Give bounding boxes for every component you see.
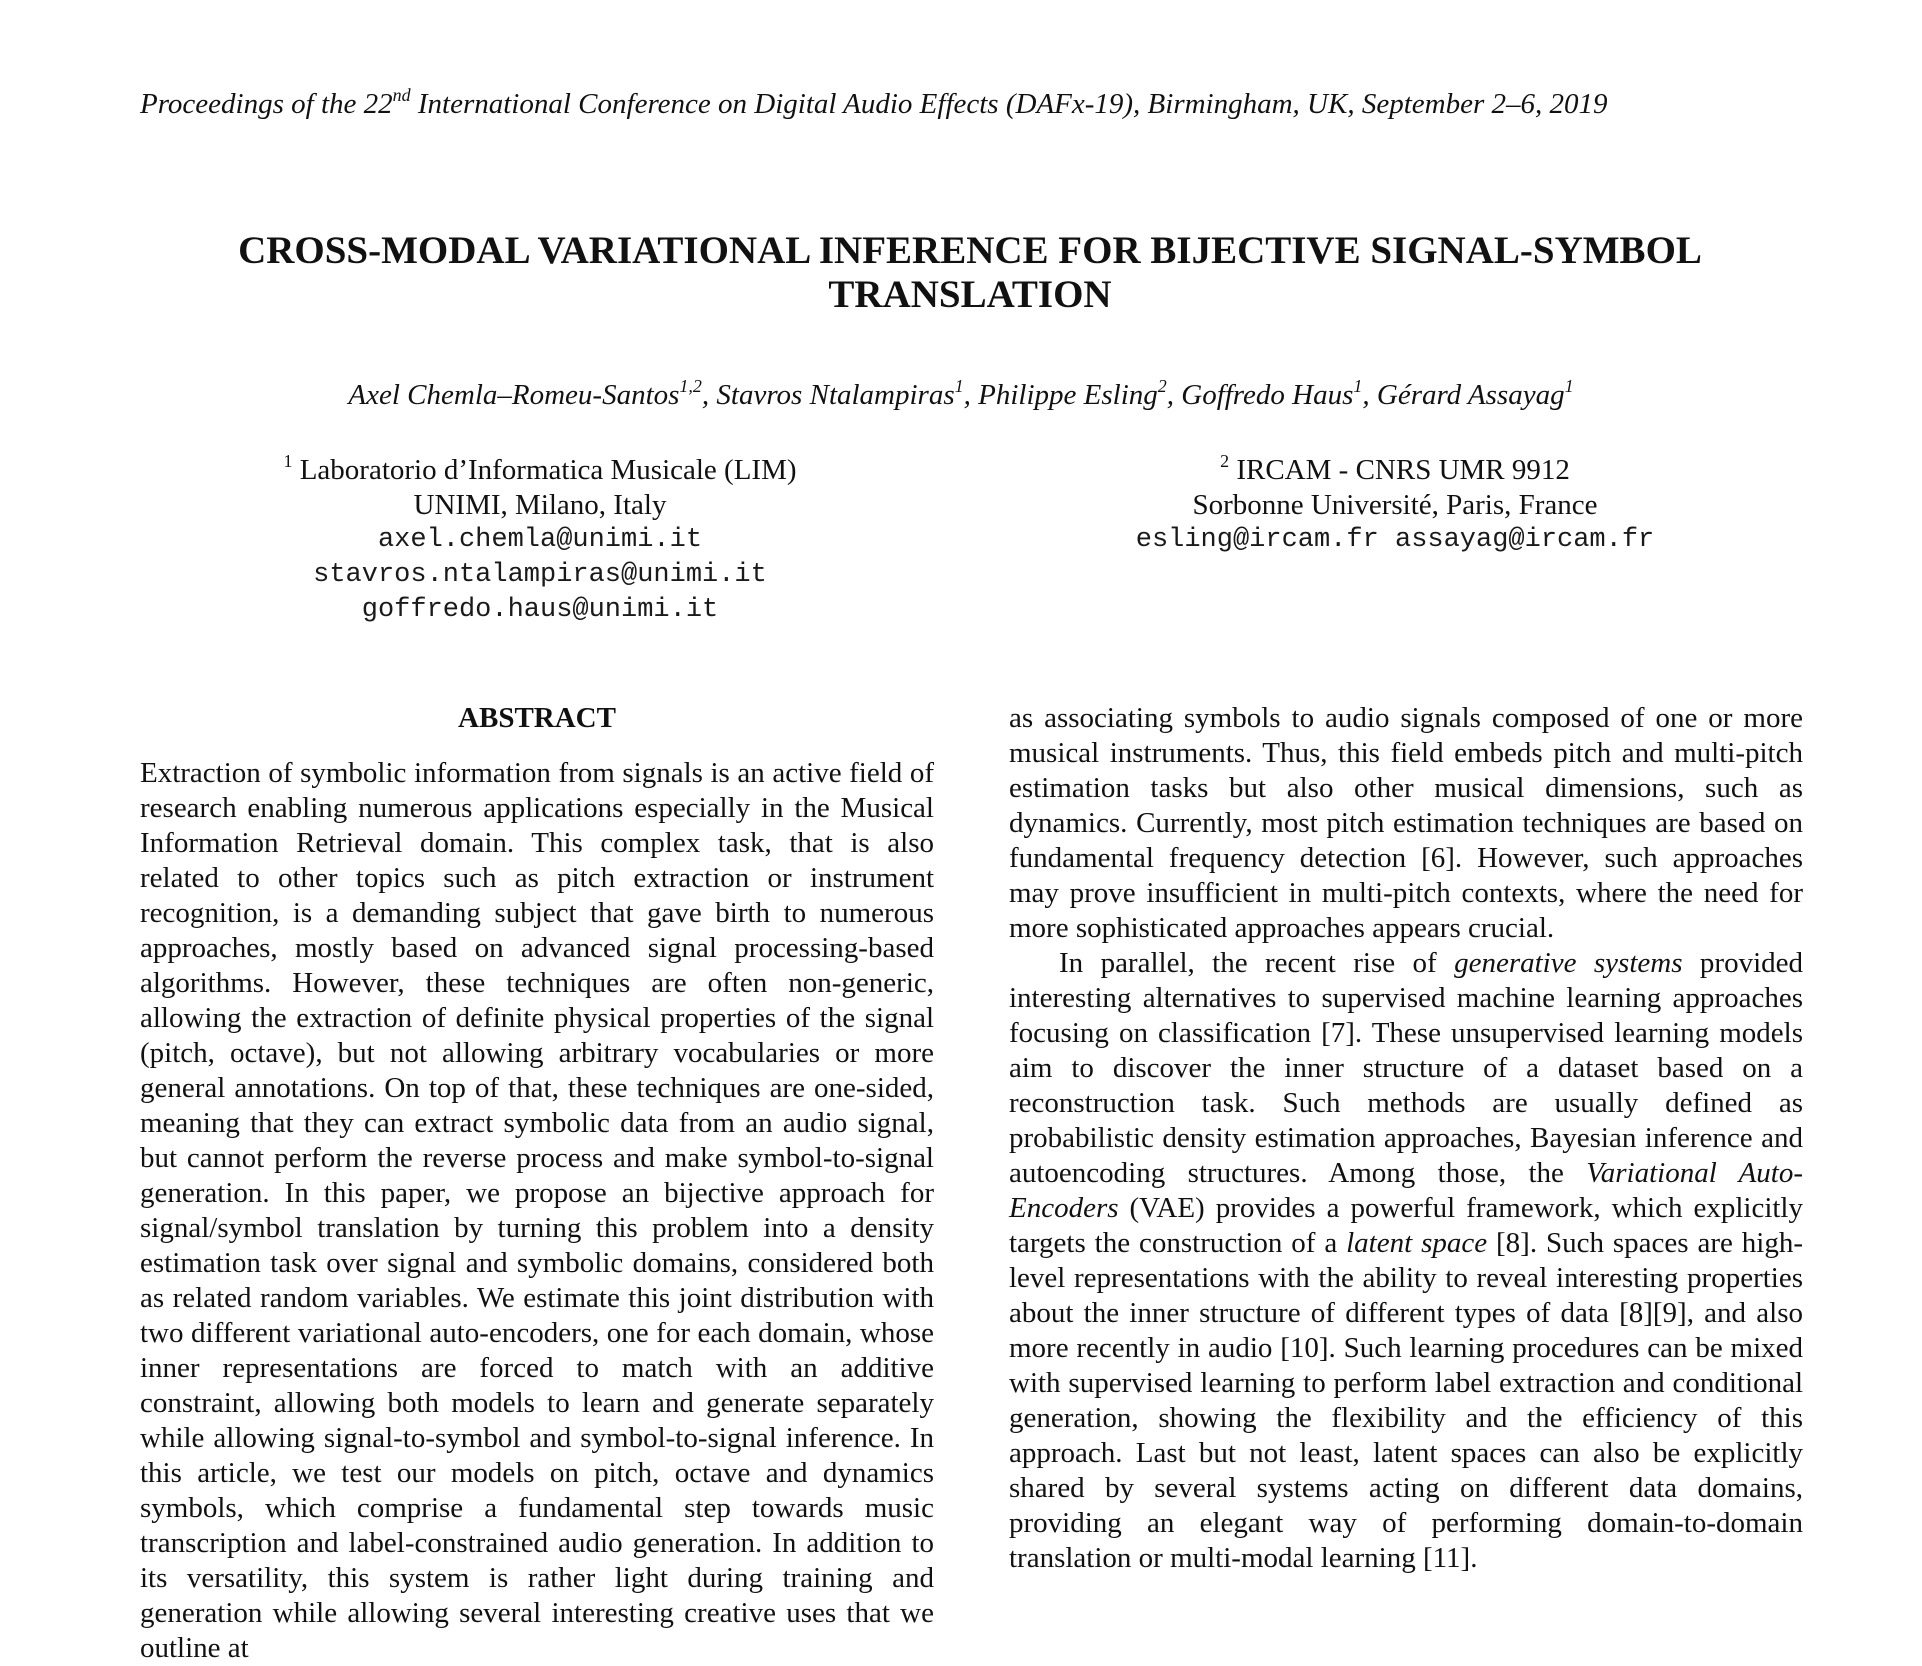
email-link[interactable]: stavros.ntalampiras@unimi.it <box>313 560 767 590</box>
left-column <box>140 701 934 1664</box>
affiliation-1 <box>240 453 840 628</box>
title-line-2: TRANSLATION <box>828 273 1112 316</box>
affiliation-place: UNIMI, Milano, Italy <box>413 489 667 521</box>
affiliation-name: $^1$ Laboratorio d’Informatica Musicale (LIM) <box>283 451 797 486</box>
affiliation-name: $^2$ IRCAM - CNRS UMR 9912 <box>1220 451 1570 486</box>
affiliation-number: 2 <box>1220 451 1230 471</box>
paper-title <box>160 229 1780 317</box>
author-name: Axel Chemla–Romeu-Santos <box>348 379 680 411</box>
affiliation-2 <box>1085 453 1705 558</box>
emphasis-term: latent space <box>1346 1227 1488 1259</box>
author-list <box>0 377 1922 413</box>
author-affil-mark: 1 <box>1564 376 1574 396</box>
body-paragraph: as associating symbols to audio signals composed of one or more musical instruments. Thus, this field embeds pitch and multi-pitch estimation tasks but also other musical dimensions, such as dynamics. Currently, most pitch estimation techniques are based on fundamental frequency detection [6]. However, such approaches may prove insufficient in multi-pitch contexts, where the need for more sophisticated approaches appears crucial. <box>1009 702 1803 944</box>
email-link[interactable]: axel.chemla@unimi.it <box>377 525 703 555</box>
running-header <box>140 86 1800 122</box>
author-affil-mark: 2 <box>1157 376 1167 396</box>
author-affil-mark: 1 <box>954 376 964 396</box>
emphasis-term: generative systems <box>1454 947 1683 979</box>
affiliation-place: Sorbonne Université, Paris, France <box>1192 489 1598 521</box>
header-text-pre: Proceedings of the 22 <box>140 88 393 120</box>
header-ordinal-suffix: nd <box>392 85 411 105</box>
abstract-text: Extraction of symbolic information from signals is an active field of research enabling numerous applications especially in the Musical Information Retrieval domain. This complex task, that is also related to other topics such as pitch extraction or instrument recognition, is a demanding subject that gave birth to numerous approaches, mostly based on advanced signal processing-based algorithms. However, these techniques are often non-generic, allowing the extraction of definite physical properties of the signal (pitch, octave), but not allowing arbitrary vocabularies or more general annotations. On top of that, these techniques are one-sided, meaning that they can extract symbolic data from an audio signal, but cannot perform the reverse process and make symbol-to-signal generation. In this paper, we propose an bijective approach for signal/symbol translation by turning this problem into a density estimation task over signal and symbolic domains, considered both as related random variables. We estimate this joint distribution with two different variational auto-encoders, one for each domain, whose inner representations are forced to match with an additive constraint, allowing both models to learn and generate separately while allowing signal-to-symbol and symbol-to-signal inference. In this article, we test our models on pitch, octave and dynamics symbols, which comprise a fundamental step towards music transcription and label-constrained audio generation. In addition to its versatility, this system is rather light during training and generation while allowing several interesting creative uses that we outline at <box>140 757 934 1664</box>
right-column <box>1009 701 1803 1576</box>
author-name: Gérard Assayag <box>1376 379 1565 411</box>
email-link[interactable]: esling@ircam.fr assayag@ircam.fr <box>1135 525 1655 555</box>
author-separator: , <box>1166 379 1182 411</box>
title-line-1: CROSS-MODAL VARIATIONAL INFERENCE FOR BIJECTIVE SIGNAL-SYMBOL <box>238 229 1702 272</box>
author-affil-mark: 1 <box>1353 376 1363 396</box>
author-separator: , <box>701 379 717 411</box>
header-text-post: International Conference on Digital Audio Effects (DAFx-19), Birmingham, UK, September 2–6, 2019 <box>410 88 1608 120</box>
author-affil-mark: 1,2 <box>679 376 702 396</box>
author-name: Stavros Ntalampiras <box>716 379 955 411</box>
emphasis-term: Variational Auto-Encoders <box>1009 1157 1803 1224</box>
author-name: Goffredo Haus <box>1181 379 1354 411</box>
author-name: Philippe Esling <box>978 379 1158 411</box>
affiliation-number: 1 <box>283 451 293 471</box>
abstract-heading: ABSTRACT <box>458 702 616 734</box>
author-separator: , <box>963 379 979 411</box>
author-separator: , <box>1362 379 1377 411</box>
email-link[interactable]: goffredo.haus@unimi.it <box>361 595 719 625</box>
body-paragraph: In parallel, the recent rise of generative systems provided interesting alternatives to supervised machine learning approaches focusing on classification [7]. These unsupervised learning models aim to discover the inner structure of a dataset based on a reconstruction task. Such methods are usually defined as probabilistic density estimation approaches, Bayesian inference and autoencoding structures. Among those, the Variational Auto-Encoders (VAE) provides a powerful framework, which explicitly targets the construction of a latent space [8]. Such spaces are high-level representations with the ability to reveal interesting properties about the inner structure of different types of data [8][9], and also more recently in audio [10]. Such learning procedures can be mixed with supervised learning to perform label extraction and conditional generation, showing the flexibility and the efficiency of this approach. Last but not least, latent spaces can also be explicitly shared by several systems acting on different data domains, providing an elegant way of performing domain-to-domain translation or multi-modal learning [11]. <box>1009 947 1803 1574</box>
